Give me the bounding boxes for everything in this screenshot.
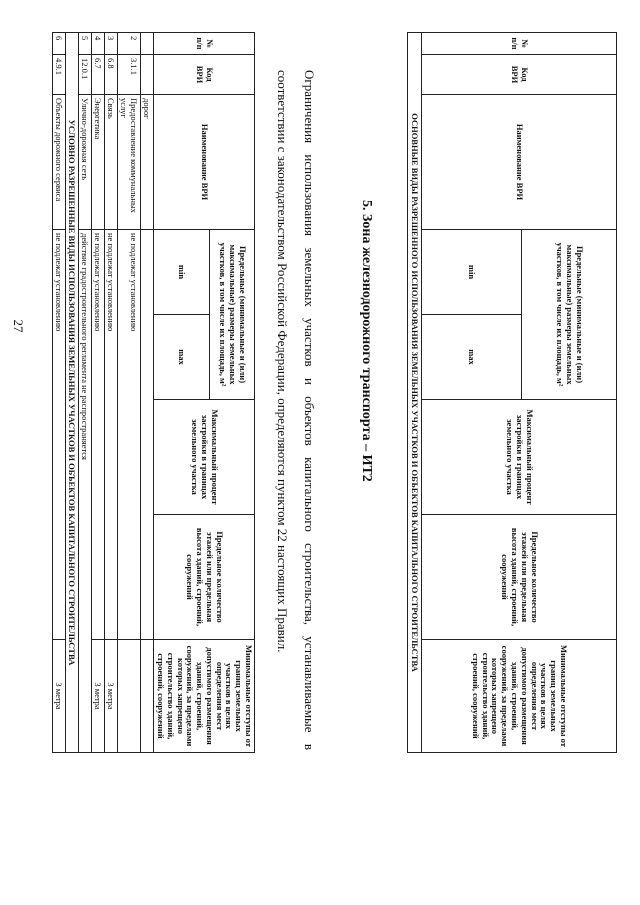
table-row-cell [141, 640, 154, 753]
row-setback: 3 метра [53, 640, 66, 753]
section-main-uses: ОСНОВНЫЕ ВИДЫ РАЗРЕШЕННОГО ИСПОЛЬЗОВАНИЯ ЗЕМЕЛЬНЫХ УЧАСТКОВ И ОБЪЕКТОВ КАПИТАЛЬНОГО СТРОИТЕЛЬСТВА [408, 33, 422, 753]
row-num: 6 [53, 33, 66, 55]
zone-title: 5. Зона железнодорожного транспорта – ИТ2 [359, 200, 374, 482]
table-row-cell [141, 55, 154, 95]
row-name: Объекты дорожного сервиса [53, 95, 66, 230]
row-params: не подлежат установлению [92, 230, 105, 640]
row-num: 4 [92, 33, 105, 55]
row-name: Энергетика [92, 95, 105, 230]
row-params: не подлежат установлению [105, 230, 118, 640]
header-floors: Предельное количество этажей или предельная высота зданий, строений, сооружений [154, 515, 255, 640]
header-name: Наименование ВРИ [154, 95, 255, 230]
header-max: max [422, 315, 522, 400]
header-setback: Минимальные отступы от границ земельных участков в целях определения мест допустимого размещения зданий, строений, сооружений, за пределами которых запрещено строительство зданий, строений, сооружений [154, 640, 255, 753]
row-num: 5 [79, 33, 92, 55]
header-percent: Максимальный процент застройки в границах земельного участка [154, 400, 255, 515]
table-row [92, 33, 105, 753]
row-code: 3.1.1 [118, 55, 141, 95]
row-num: 3 [105, 33, 118, 55]
header-setback: Минимальные отступы от границ земельных участков в целях определения мест допустимого размещения зданий, строений, сооружений, за пределами которых запрещено строительство зданий, строений, сооружений [422, 640, 617, 753]
section-conditional-uses: УСЛОВНО РАЗРЕШЕННЫЕ ВИДЫ ИСПОЛЬЗОВАНИЯ ЗЕМЕЛЬНЫХ УЧАСТКОВ И ОБЪЕКТОВ КАПИТАЛЬНОГО СТРОИТЕЛЬСТВА [66, 33, 79, 753]
table-row [105, 33, 118, 753]
row-params: не подлежат установлению [118, 230, 141, 640]
row-params: не подлежат установлению [53, 230, 66, 640]
header-sizes: Предельные (минимальные и (или) максимальные) размеры земельных участков, в том числе их площадь, м² [522, 230, 617, 400]
table-row-cell [141, 230, 154, 640]
header-min: min [154, 230, 209, 315]
header-code: Код ВРИ [154, 55, 255, 95]
row-num: 2 [118, 33, 141, 55]
row-name: Улично-дорожная сеть [79, 95, 92, 230]
header-num: № п/п [154, 33, 255, 55]
header-code: Код ВРИ [422, 55, 617, 95]
header-sizes: Предельные (минимальные и (или) максимальные) размеры земельных участков, в том числе их площадь, м² [209, 230, 254, 400]
header-floors: Предельное количество этажей или предельная высота зданий, строений, сооружений [422, 515, 617, 640]
row-code: 6.7 [92, 55, 105, 95]
table-row [79, 33, 92, 753]
zone-it2-table [407, 32, 617, 753]
table-row [53, 33, 66, 753]
table-row [118, 33, 141, 753]
page-number: 27 [11, 319, 26, 333]
zone-permitted-uses-table [52, 32, 255, 753]
row-code: 12.0.1 [79, 55, 92, 95]
row-setback [118, 640, 141, 753]
header-percent: Максимальный процент застройки в границах земельного участка [422, 400, 617, 515]
row-name: Предоставление коммунальных услуг [118, 95, 141, 230]
header-min: min [422, 230, 522, 315]
table-row-cell [141, 33, 154, 55]
row-code: 6.8 [105, 55, 118, 95]
header-max: max [154, 315, 209, 400]
row-code: 4.9.1 [53, 55, 66, 95]
row-continuation: дорог [141, 95, 154, 230]
row-setback: 3 метра [92, 640, 105, 753]
row-name: Связь [105, 95, 118, 230]
row-params: действие градостроительного регламента не распространяется [79, 230, 92, 753]
restrictions-paragraph: Ограничения использования земельных участков и объектов капитального строительства, устанавливаемые в соответствии с законодательством Российской Федерации, определяются пунктом 22 настоящих Правил. [275, 70, 317, 750]
row-setback: 3 метра [105, 640, 118, 753]
header-name: Наименование ВРИ [422, 95, 617, 230]
header-num: № п/п [422, 33, 617, 55]
